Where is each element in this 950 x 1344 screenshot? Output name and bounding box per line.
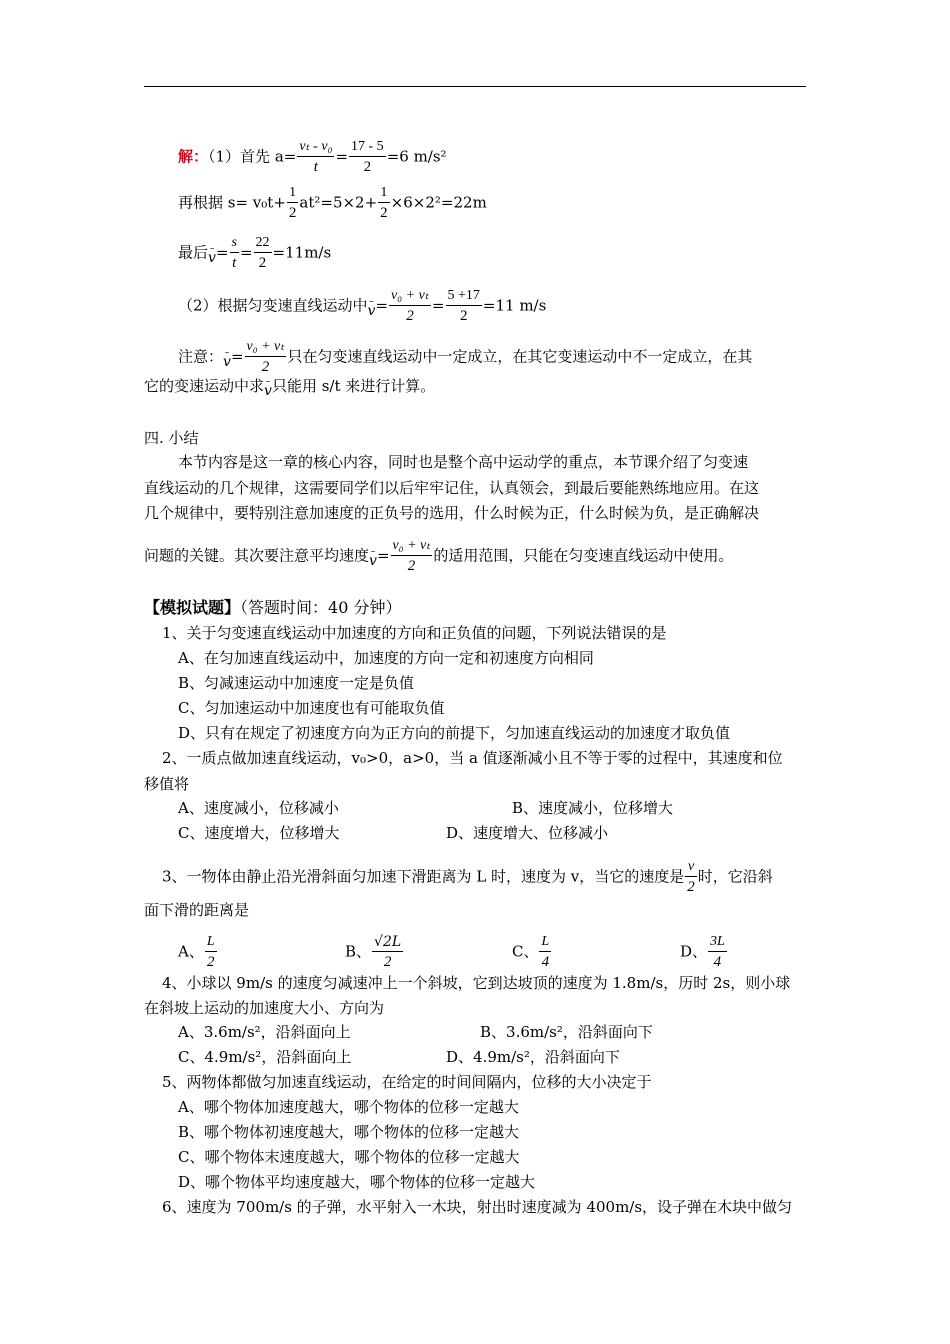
option-1c: C、匀加速运动中加速度也有可能取负值 [178, 699, 445, 717]
numerator: √2L [374, 934, 402, 950]
option-5a: A、哪个物体加速度越大，哪个物体的位移一定越大 [178, 1098, 519, 1116]
text: =11m/s [272, 243, 332, 262]
denominator: 2 [459, 308, 468, 324]
numerator: 3L [708, 933, 727, 952]
option-4a: A、3.6m/s²，沿斜面向上 [178, 1023, 351, 1041]
question-6: 6、速度为 700m/s 的子弹，水平射入一木块，射出时速度减为 400m/s，设子弹在木块中做匀 [162, 1198, 793, 1216]
fraction [297, 138, 334, 177]
exam-heading [144, 598, 401, 618]
denominator: 2 [288, 205, 297, 221]
denominator: 2 [261, 359, 270, 375]
avg-velocity-symbol: – v [264, 379, 272, 397]
denominator: 2 [258, 255, 267, 271]
option-2c: C、速度增大，位移增大 [178, 824, 340, 842]
option-1a: A、在匀加速直线运动中，加速度的方向一定和初速度方向相同 [178, 649, 594, 667]
fraction [389, 287, 431, 326]
text: （2）根据匀变速直线运动中 [178, 296, 368, 315]
numerator: 22 [254, 234, 272, 253]
option-5b: B、哪个物体初速度越大，哪个物体的位移一定越大 [178, 1123, 520, 1141]
header-rule [144, 86, 806, 87]
text: =11 m/s [482, 296, 547, 315]
text: 3、一物体由静止沿光滑斜面匀加速下滑距离为 L 时，速度为 v，当它的速度是 [162, 867, 685, 886]
option-1d: D、只有在规定了初速度方向为正方向的前提下，匀加速直线运动的加速度才取负值 [178, 724, 731, 742]
numerator: v₀ + vₜ [391, 537, 433, 556]
solution-line-3 [178, 234, 331, 273]
question-2: 2、一质点做加速直线运动，v₀>0，a>0，当 a 值逐渐减小且不等于零的过程中，其速度和位 [162, 749, 783, 767]
fraction [539, 933, 551, 972]
fraction [254, 234, 272, 273]
solution-line-4 [178, 287, 546, 326]
option-label: D、 [680, 942, 708, 961]
text: at²=5×2+ [299, 193, 378, 212]
avg-velocity-symbol: – v [223, 350, 231, 368]
summary-paragraph-line: 直线运动的几个规律，这需要同学们以后牢牢记住，认真领会，到最后要能熟练地应用。在这 [144, 479, 760, 497]
numerator: vₜ - v₀ [297, 138, 334, 157]
question-4: 4、小球以 9m/s 的速度匀减速冲上一个斜坡，它到达坡顶的速度为 1.8m/s，历时 2s，则小球 [162, 974, 791, 992]
solution-line-1 [178, 138, 447, 177]
note-line-1 [178, 338, 752, 377]
text: 只在匀变速直线运动中一定成立，在其它变速运动中不一定成立，在其 [287, 347, 753, 366]
fraction [685, 858, 697, 897]
fraction [349, 138, 386, 177]
numerator: v₀ + vₜ [245, 338, 287, 357]
note-line-2 [144, 376, 435, 397]
exam-time: （答题时间：40 分钟） [240, 598, 402, 617]
denominator: 2 [363, 159, 372, 175]
equals: = [215, 243, 229, 262]
question-2-cont: 移值将 [144, 775, 190, 793]
fraction [372, 933, 403, 972]
option-4d: D、4.9m/s²，沿斜面向下 [446, 1048, 620, 1066]
text: 的适用范围，只能在匀变速直线运动中使用。 [433, 546, 734, 565]
denominator: 2 [687, 879, 695, 895]
option-label: A、 [178, 942, 204, 961]
summary-paragraph-line: 本节内容是这一章的核心内容，同时也是整个高中运动学的重点，本节课介绍了匀变速 [178, 453, 749, 471]
denominator: 2 [406, 308, 414, 324]
numerator: L [205, 933, 217, 952]
option-3b [345, 933, 404, 972]
denominator: 4 [541, 954, 550, 970]
numerator: 17 - 5 [349, 138, 386, 157]
text: （1）首先 a= [208, 147, 297, 166]
text: 最后 [178, 243, 209, 262]
text: 只能用 s/t 来进行计算。 [271, 377, 436, 395]
option-2b: B、速度减小，位移增大 [512, 799, 674, 817]
avg-velocity-symbol: – v [368, 299, 376, 317]
option-label: B、 [345, 942, 372, 961]
numerator: 1 [287, 184, 299, 203]
numerator: 5 +17 [446, 287, 482, 306]
equals: = [431, 296, 445, 315]
solution-label: 解： [178, 147, 209, 166]
denominator: 2 [380, 205, 388, 221]
denominator: t [232, 255, 237, 271]
summary-heading: 四. 小结 [144, 429, 199, 447]
equals: = [335, 147, 349, 166]
fraction [446, 287, 482, 326]
option-3c [512, 933, 552, 972]
equals: = [375, 296, 389, 315]
question-3-cont: 面下滑的距离是 [144, 901, 250, 919]
text: 问题的关键。其次要注意平均速度 [144, 546, 370, 565]
fraction [230, 234, 239, 273]
question-5: 5、两物体都做匀加速直线运动，在给定的时间间隔内，位移的大小决定于 [162, 1073, 652, 1091]
denominator: 2 [383, 954, 392, 970]
text: 它的变速运动中求 [144, 377, 265, 395]
denominator: t [313, 159, 318, 175]
numerator: 1 [378, 184, 390, 203]
denominator: 2 [407, 558, 416, 574]
option-1b: B、匀减速运动中加速度一定是负值 [178, 674, 415, 692]
summary-paragraph-line [144, 537, 733, 576]
text: 注意： [178, 347, 224, 366]
equals: = [230, 347, 244, 366]
option-label: C、 [512, 942, 539, 961]
numerator: v₀ + vₜ [389, 287, 431, 306]
fraction [708, 933, 727, 972]
fraction [245, 338, 287, 377]
question-3 [162, 858, 773, 897]
text: 再根据 s= v₀t+ [178, 193, 286, 212]
denominator: 4 [713, 954, 722, 970]
numerator: s [230, 234, 239, 253]
option-3a [178, 933, 218, 972]
avg-velocity-symbol: – v [208, 246, 216, 264]
equals: = [239, 243, 253, 262]
fraction [391, 537, 433, 576]
solution-line-2 [178, 184, 487, 223]
question-1: 1、关于匀变速直线运动中加速度的方向和正负值的问题，下列说法错误的是 [162, 624, 667, 642]
question-4-cont: 在斜坡上运动的加速度大小、方向为 [144, 999, 385, 1017]
fraction [378, 184, 390, 223]
fraction [287, 184, 299, 223]
exam-title: 【模拟试题】 [144, 598, 241, 617]
avg-velocity-symbol: – v [369, 549, 377, 567]
option-5d: D、哪个物体平均速度越大，哪个物体的位移一定越大 [178, 1173, 536, 1191]
text: 时，它沿斜 [697, 867, 773, 886]
option-5c: C、哪个物体末速度越大，哪个物体的位移一定越大 [178, 1148, 520, 1166]
text: ×6×2²=22m [390, 193, 487, 212]
option-3d [680, 933, 728, 972]
fraction [205, 933, 217, 972]
option-2d: D、速度增大、位移减小 [446, 824, 609, 842]
option-4b: B、3.6m/s²，沿斜面向下 [480, 1023, 653, 1041]
summary-paragraph-line: 几个规律中，要特别注意加速度的正负号的选用，什么时候为正，什么时候为负，是正确解决 [144, 504, 760, 522]
equals: = [376, 546, 390, 565]
option-4c: C、4.9m/s²，沿斜面向上 [178, 1048, 352, 1066]
text: =6 m/s² [386, 147, 447, 166]
numerator: L [539, 933, 551, 952]
denominator: 2 [206, 954, 215, 970]
numerator: v [685, 858, 697, 877]
option-2a: A、速度减小，位移减小 [178, 799, 339, 817]
